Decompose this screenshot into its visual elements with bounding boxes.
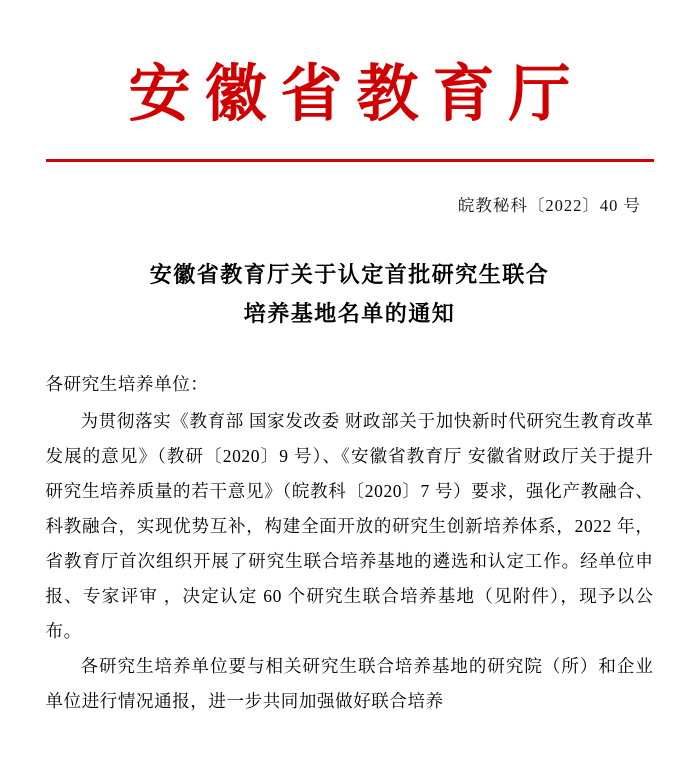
salutation: 各研究生培养单位：	[45, 374, 209, 395]
document-body	[46, 367, 654, 719]
document-number: 皖教秘科〔2022〕40 号	[457, 196, 641, 216]
document-title-line-1: 安徽省教育厅关于认定首批研究生联合	[149, 262, 550, 288]
document-number-row	[0, 192, 699, 216]
red-horizontal-rule	[46, 159, 654, 162]
body-paragraph-2: 各研究生培养单位要与相关研究生联合培养基地的研究院（所）和企业单位进行情况通报，进一步共同加强做好联合培养	[45, 656, 654, 712]
body-paragraph-1: 为贯彻落实《教育部 国家发改委 财政部关于加快新时代研究生教育改革发展的意见》（教研〔2020〕9 号）、《安徽省教育厅 安徽省财政厅关于提升研究生培养质量的若干意见》（皖教科〔2020〕7 号）要求，强化产教融合、科教融合，实现优势互补，构建全面开放的研究生创新培养体系，2022 年，省教育厅首次组织开展了研究生联合培养基地的遴选和认定工作。经单位申报、专家评审 ，决定认定 60 个研究生联合培养基地（见附件），现予以公布。	[45, 411, 654, 642]
document-title-line-2: 培养基地名单的通知	[243, 300, 456, 326]
masthead	[0, 0, 699, 131]
issuing-authority-title: 安徽省教育厅	[128, 61, 585, 129]
document-title	[0, 256, 699, 333]
